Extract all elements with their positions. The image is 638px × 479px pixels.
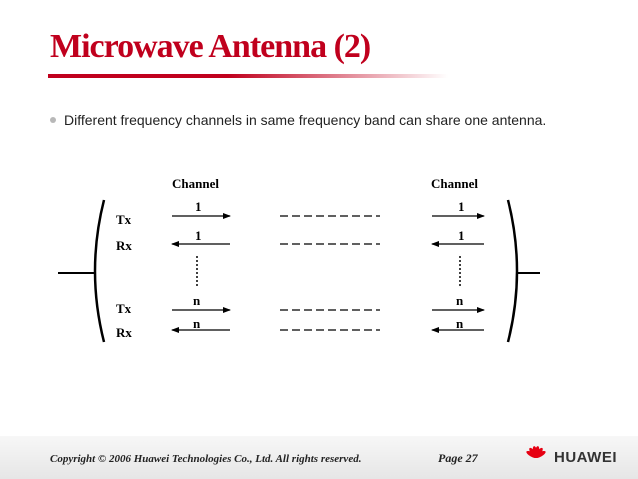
row-label-tx-1: Tx [116,212,132,227]
page-number: Page 27 [438,451,478,465]
left-channel-number: 1 [195,228,202,243]
slide-title: Microwave Antenna (2) [50,28,371,65]
row-label-tx-n: Tx [116,301,132,316]
right-antenna-dish [508,200,517,342]
right-channel-number: 1 [458,199,465,214]
right-channel-number: n [456,293,464,308]
left-channel-number: n [193,316,201,331]
right-channel-label: Channel [431,176,478,191]
row-label-rx-1: Rx [116,238,132,253]
huawei-logo [522,444,617,470]
right-channel-number: n [456,316,464,331]
logo-wordmark: HUAWEI [554,448,617,466]
bullet-text: Different frequency channels in same frequency band can share one antenna. [64,112,547,128]
left-channel-number: 1 [195,199,202,214]
copyright-text: Copyright © 2006 Huawei Technologies Co., Ltd. All rights reserved. [50,453,362,465]
left-channel-number: n [193,293,201,308]
left-channel-label: Channel [172,176,219,191]
right-channel-number: 1 [458,228,465,243]
row-label-rx-n: Rx [116,325,132,340]
huawei-flower-icon [522,445,550,469]
left-antenna-dish [95,200,104,342]
